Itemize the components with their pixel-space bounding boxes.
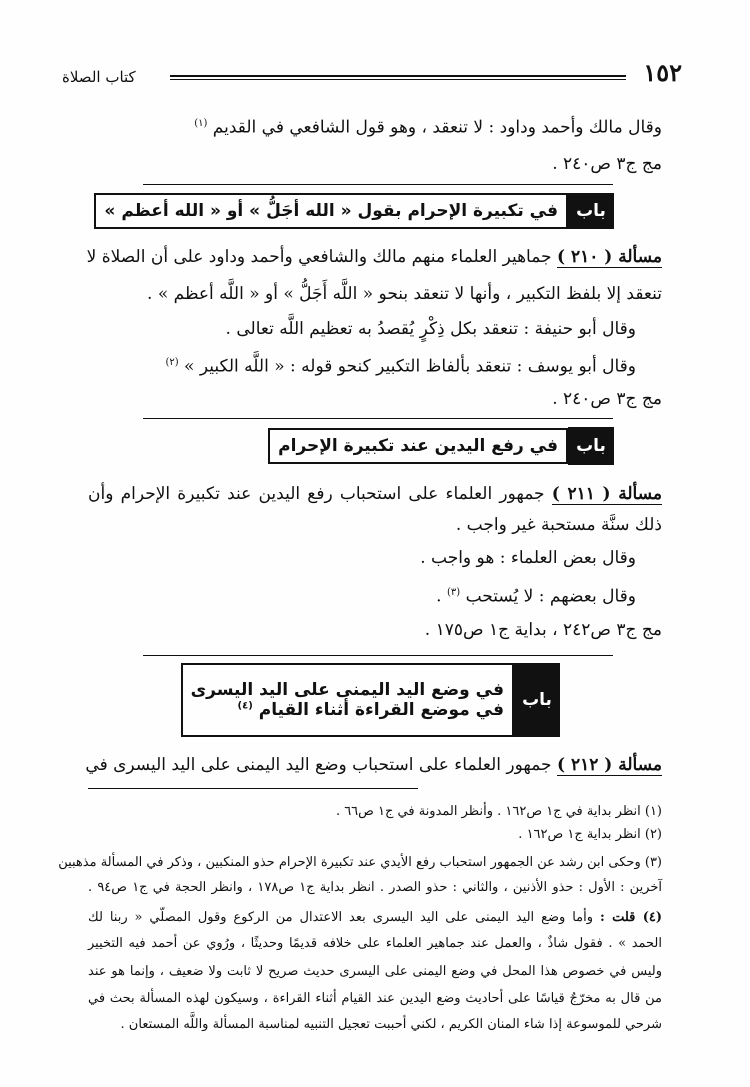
- footnote-ref: (٣): [446, 587, 461, 598]
- footnote: وليس في خصوص هذا المحل في وضع اليمنى على اليسرى حديث صريح لا ثابت ولا ضعيف ، وإنما هو عند: [88, 964, 662, 979]
- page-number: ١٥٢: [643, 58, 682, 87]
- reference-line: مج ج٣ ص٢٤٠ .: [552, 154, 662, 174]
- running-title: كتاب الصلاة: [62, 68, 136, 86]
- masala-label: مسألة ( ٢١٠ ): [556, 247, 662, 267]
- chapter-badge: باب: [514, 663, 560, 737]
- footnote: شرحي للموسوعة إذا شاء المنان الكريم ، لكني أحببت تعجيل التنبيه لمناسبة المسألة واللَّه المستعان .: [120, 1017, 662, 1032]
- chapter-rule: [143, 184, 613, 185]
- footnote: (٢) انظر بداية ج١ ص١٦٢ .: [518, 827, 662, 842]
- reference-line: مج ج٣ ص٢٤٢ ، بداية ج١ ص١٧٥ .: [424, 620, 662, 640]
- text-line: وقال أبو حنيفة : تنعقد بكل ذِكْرٍ يُقصدُ به تعظيم اللَّه تعالى .: [225, 319, 636, 339]
- chapter-title: في تكبيرة الإحرام بقول « الله أجَلُّ » أو « الله أعظم »: [94, 193, 568, 229]
- footnote: (٤) قلت : وأما وضع اليد اليمنى على اليد اليسرى بعد الاعتدال من الركوع وقول المصلّي « ربنا لك: [88, 910, 662, 925]
- chapter-heading: [268, 427, 614, 465]
- footnote: (١) انظر بداية في ج١ ص١٦٢ . وأنظر المدونة في ج١ ص٦٦ .: [335, 804, 662, 819]
- text-line: وقال أبو يوسف : تنعقد بألفاظ التكبير كنحو قوله : « اللَّه الكبير » $^{(٢)}$: [165, 356, 636, 377]
- footnote-separator: [88, 788, 418, 789]
- text-line: وقال بعض العلماء : هو واجب .: [420, 548, 636, 568]
- text-line: وقال مالك وأحمد وداود : لا تنعقد ، وهو قول الشافعي في القديم $^{(١)}$: [194, 117, 662, 138]
- masala-label: مسألة ( ٢١٢ ): [556, 755, 662, 775]
- text-line: وقال بعضهم : لا يُستحب $^{(٣)}$ .: [436, 586, 636, 607]
- chapter-title: في وضع اليد اليمنى على اليد اليسرى في موضع القراءة أثناء القيام $^{(٤)}$: [181, 663, 514, 737]
- chapter-heading: [94, 193, 614, 229]
- chapter-heading: [181, 663, 560, 737]
- footnote: آخرين : الأول : حذو الأذنين ، والثاني : حذو الصدر . انظر بداية ج١ ص١٧٨ ، وانظر الحجة في ج١ ص٩٤ .: [88, 880, 663, 895]
- text-line: مسألة ( ٢١٠ ) جماهير العلماء منهم مالك والشافعي وأحمد وداود على أن الصلاة لا: [86, 247, 662, 267]
- text-line: مسألة ( ٢١٢ ) جمهور العلماء على استحباب وضع اليد اليمنى على اليد اليسرى في: [85, 755, 662, 775]
- text-line: ذلك سنَّة مستحبة غير واجب .: [455, 515, 662, 535]
- text-line: مسألة ( ٢١١ ) جمهور العلماء على استحباب رفع اليدين عند تكبيرة الإحرام وأن: [88, 484, 662, 504]
- header-rule: [170, 75, 626, 80]
- footnote-ref: (١): [194, 118, 208, 129]
- masala-label: مسألة ( ٢١١ ): [551, 484, 662, 504]
- footnote-ref: (٤): [237, 700, 253, 712]
- page-header: [62, 58, 682, 88]
- chapter-title: في رفع اليدين عند تكبيرة الإحرام: [268, 428, 568, 464]
- footnote: من قال به مخرّجٌ قياسًا على أحاديث وضع اليدين عند القيام أثناء القراءة ، وسيكون لهذه المسألة بحث في: [88, 991, 662, 1006]
- chapter-badge: باب: [568, 427, 614, 465]
- footnote: الحمد » . فقول شاذٌ ، والعمل عند جماهير العلماء على خلافه قديمًا وحديثًا ، ورُوي عن أحمد فيه التخيير: [88, 936, 662, 951]
- chapter-badge: باب: [568, 193, 614, 229]
- text-line: تنعقد إلا بلفظ التكبير ، وأنها لا تنعقد بنحو « اللَّه أَجَلُّ » أو « اللَّه أعظم » .: [147, 284, 662, 304]
- chapter-rule: [143, 418, 613, 419]
- chapter-rule: [143, 655, 613, 656]
- reference-line: مج ج٣ ص٢٤٠ .: [552, 389, 662, 409]
- footnote: (٣) وحكى ابن رشد عن الجمهور استحباب رفع الأيدي عند تكبيرة الإحرام حذو المنكبين ، وذكر في المسألة مذهبين: [58, 855, 662, 870]
- footnote-ref: (٢): [165, 357, 179, 368]
